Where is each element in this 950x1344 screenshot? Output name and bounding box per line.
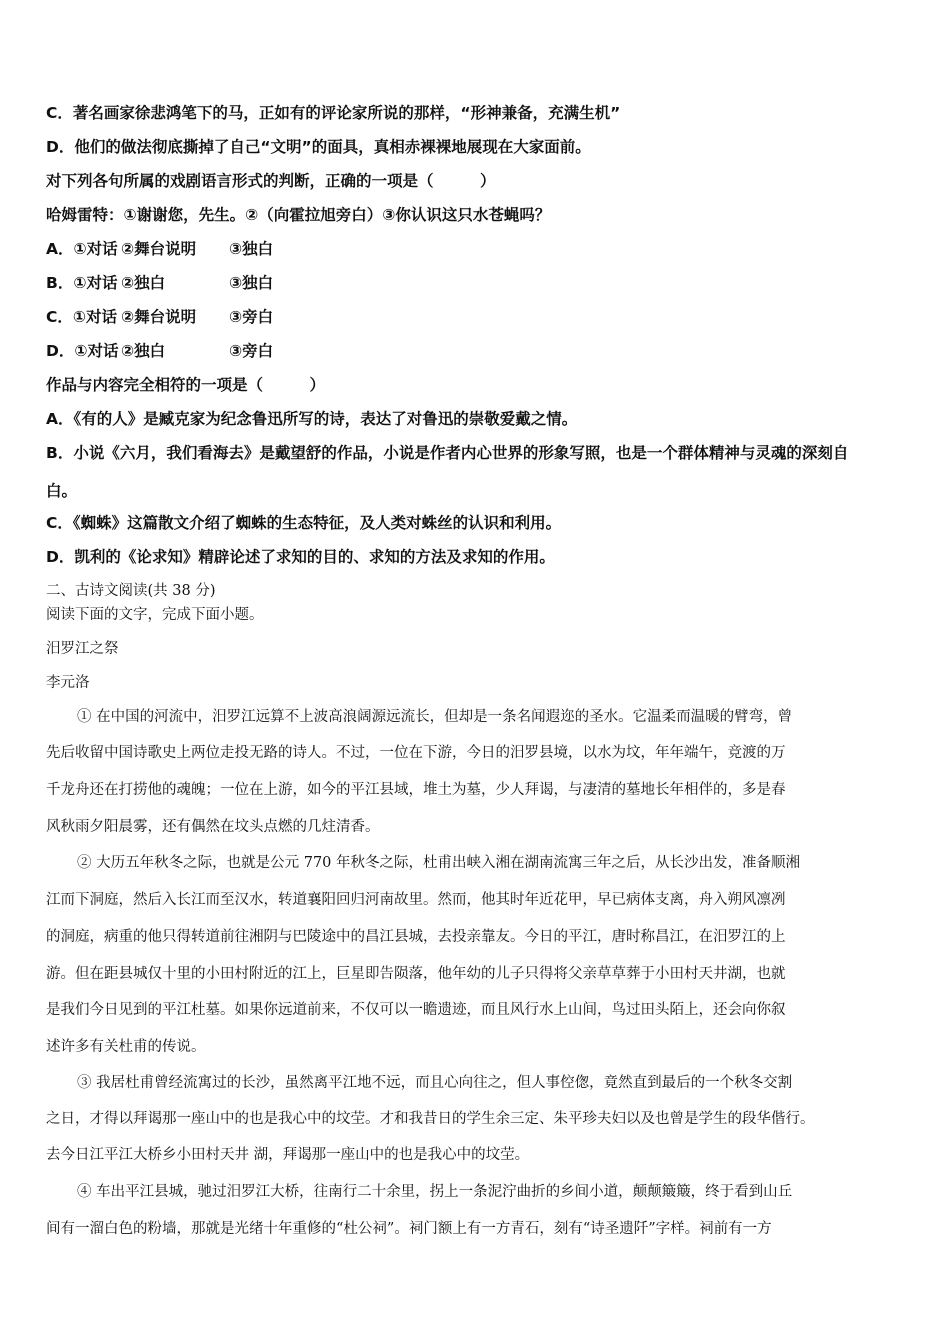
paragraph-1-line: 风秋雨夕阳晨雾，还有偶然在坟头点燃的几炷清香。 — [46, 819, 380, 835]
paragraph-4-line: ④ 车出平江县城，驰过汨罗江大桥，往南行二十余里，拐上一条泥泞曲折的乡间小道，颠颠簸簸，终于看到山丘 — [77, 1184, 793, 1200]
option-part-1: A．①对话 — [46, 240, 118, 258]
option-part-2: ②舞台说明 — [121, 308, 197, 326]
prev-option-d: D．他们的做法彻底撕掉了自己“文明”的面具，真相赤裸裸地展现在大家面前。 — [46, 138, 591, 156]
works-option-c: C．《蜘蛛》这篇散文介绍了蜘蛛的生态特征，及人类对蛛丝的认识和利用。 — [46, 514, 562, 532]
drama-question-quote: 哈姆雷特：①谢谢您，先生。②（向霍拉旭旁白）③你认识这只水苍蝇吗？ — [46, 206, 551, 224]
drama-question-stem: 对下列各句所属的戏剧语言形式的判断，正确的一项是（ ） — [46, 172, 496, 190]
works-option-b-line2: 白。 — [46, 482, 78, 500]
paragraph-3-line: ③ 我居杜甫曾经流寓过的长沙，虽然离平江地不远，而且心向往之，但人事倥偬，竟然直到最后的一个秋冬交割 — [77, 1075, 793, 1091]
section-instruction: 阅读下面的文字，完成下面小题。 — [46, 607, 264, 623]
prev-option-c: C．著名画家徐悲鸿笔下的马，正如有的评论家所说的那样，“形神兼备，充满生机” — [46, 104, 621, 122]
option-part-3: ③旁白 — [229, 342, 274, 360]
article-title: 汨罗江之祭 — [46, 641, 119, 657]
drama-option-a — [46, 238, 912, 260]
option-part-2: ②独白 — [121, 342, 166, 360]
paragraph-1-line: 先后收留中国诗歌史上两位走投无路的诗人。不过，一位在下游，今日的汨罗县境，以水为坟，年年端午，竞渡的万 — [46, 745, 786, 761]
drama-option-d — [46, 340, 912, 362]
option-part-3: ③独白 — [229, 274, 274, 292]
paragraph-2-line: 是我们今日见到的平江杜墓。如果你远道前来，不仅可以一瞻遗迹，而且风行水上山间，鸟过田头陌上，还会向你叙 — [46, 1002, 786, 1018]
option-part-1: D．①对话 — [46, 342, 119, 360]
works-option-a: A．《有的人》是臧克家为纪念鲁迅所写的诗，表达了对鲁迅的崇敬爱戴之情。 — [46, 410, 578, 428]
option-part-3: ③旁白 — [229, 308, 274, 326]
option-part-2: ②舞台说明 — [121, 240, 197, 258]
works-question-stem: 作品与内容完全相符的一项是（ ） — [46, 376, 326, 394]
drama-option-c — [46, 306, 912, 328]
works-option-d: D．凯利的《论求知》精辟论述了求知的目的、求知的方法及求知的作用。 — [46, 548, 555, 566]
paragraph-2-line: 述许多有关杜甫的传说。 — [46, 1039, 206, 1055]
paragraph-2-line: 游。但在距县城仅十里的小田村附近的江上，巨星即告陨落，他年幼的儿子只得将父亲草草葬于小田村天井湖，也就 — [46, 966, 786, 982]
works-option-b-line1: B．小说《六月，我们看海去》是戴望舒的作品，小说是作者内心世界的形象写照，也是一个群体精神与灵魂的深刻自 — [46, 444, 849, 462]
paragraph-2-line: ② 大历五年秋冬之际，也就是公元 770 年秋冬之际，杜甫出峡入湘在湖南流寓三年之后，从长沙出发，准备顺湘 — [77, 855, 800, 871]
option-part-1: B．①对话 — [46, 274, 118, 292]
paragraph-2-line: 江而下洞庭，然后入长江而至汉水，转道襄阳回归河南故里。然而，他其时年近花甲，早已病体支离，舟入朔风凛冽 — [46, 892, 786, 908]
paragraph-1-line: ① 在中国的河流中，汨罗江远算不上波高浪阔源远流长，但却是一条名闻遐迩的圣水。它温柔而温暖的臂弯，曾 — [77, 709, 793, 725]
option-part-1: C．①对话 — [46, 308, 117, 326]
paragraph-1-line: 千龙舟还在打捞他的魂魄；一位在上游，如今的平江县域，堆土为墓，少人拜谒，与凄清的墓地长年相伴的，多是春 — [46, 782, 786, 798]
paragraph-3-line: 去今日江平江大桥乡小田村天井 湖，拜谒那一座山中的也是我心中的坟茔。 — [46, 1147, 530, 1163]
option-part-3: ③独白 — [229, 240, 274, 258]
drama-option-b — [46, 272, 912, 294]
article-author: 李元洛 — [46, 675, 90, 691]
option-part-2: ②独白 — [121, 274, 166, 292]
paragraph-4-line: 间有一溜白色的粉墙，那就是光绪十年重修的“杜公祠”。祠门额上有一方青石，刻有“诗圣遗阡”字样。祠前有一方 — [46, 1221, 772, 1237]
paragraph-2-line: 的洞庭，病重的他只得转道前往湘阴与巴陵途中的昌江县城，去投亲靠友。今日的平江，唐时称昌江，在汨罗江的上 — [46, 929, 786, 945]
section-heading: 二、古诗文阅读(共 38 分) — [46, 583, 216, 599]
paragraph-3-line: 之日，才得以拜谒那一座山中的也是我心中的坟茔。才和我昔日的学生余三定、朱平珍夫妇以及也曾是学生的段华偕行。 — [46, 1111, 815, 1127]
